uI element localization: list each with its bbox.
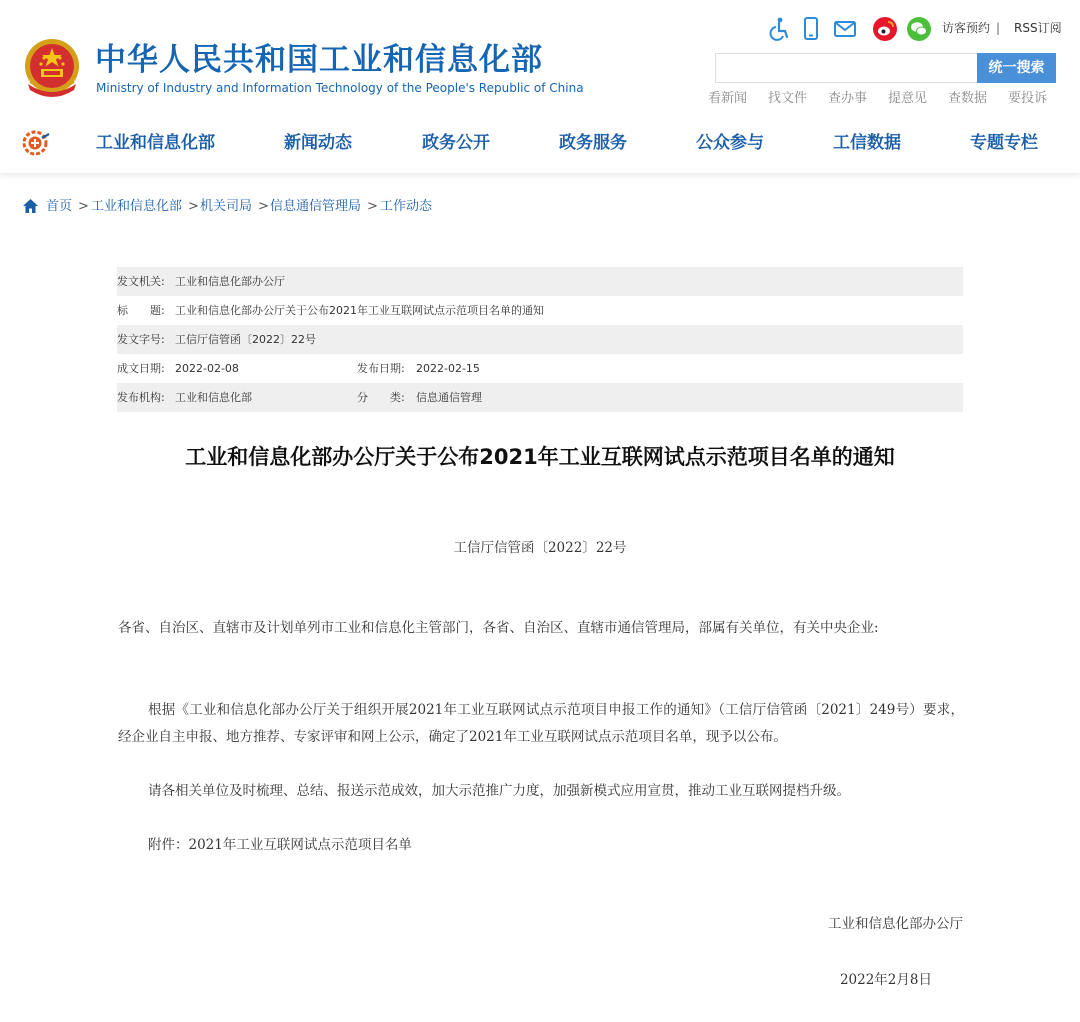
nav-item-topics[interactable]: 专题专栏 <box>970 133 1038 153</box>
meta-issuer-value: 工业和信息化部办公厅 <box>175 275 285 288</box>
nav-item-data[interactable]: 工信数据 <box>833 133 901 153</box>
national-emblem-logo[interactable] <box>22 38 82 100</box>
top-toolbar <box>760 14 1070 44</box>
meta-category-label: 分 类: <box>357 391 405 404</box>
meta-docno-value: 工信厅信管函〔2022〕22号 <box>175 333 316 346</box>
breadcrumb-home[interactable]: 首页 <box>46 199 73 214</box>
main-nav <box>0 120 1080 174</box>
search-input[interactable] <box>716 54 977 82</box>
quick-link-complaint[interactable]: 要投诉 <box>1008 91 1048 106</box>
article-signature: 工业和信息化部办公厅 <box>828 916 963 932</box>
meta-issuer-label: 发文机关: <box>117 275 165 288</box>
nav-item-news[interactable]: 新闻动态 <box>284 133 352 153</box>
mail-icon[interactable] <box>832 16 858 42</box>
quick-link-services[interactable]: 查办事 <box>828 91 868 106</box>
home-icon[interactable] <box>22 198 39 214</box>
breadcrumb-ict-bureau[interactable]: 信息通信管理局 <box>270 199 362 214</box>
breadcrumb-departments[interactable]: 机关司局 <box>200 199 253 214</box>
search-button[interactable]: 统一搜索 <box>977 53 1056 83</box>
nav-item-gov-services[interactable]: 政务服务 <box>559 133 627 153</box>
article-doc-number: 工信厅信管函〔2022〕22号 <box>453 540 627 556</box>
meta-row-issuer <box>117 267 963 296</box>
breadcrumb-ministry[interactable]: 工业和信息化部 <box>91 199 183 214</box>
breadcrumb-separator: > <box>367 199 378 214</box>
article-date: 2022年2月8日 <box>839 972 932 988</box>
meta-docno-label: 发文字号: <box>117 333 165 346</box>
breadcrumb <box>22 197 722 217</box>
meta-published-label: 发布日期: <box>357 362 405 375</box>
mobile-icon[interactable] <box>798 16 824 42</box>
article-title: 工业和信息化部办公厅关于公布2021年工业互联网试点示范项目名单的通知 <box>185 445 895 469</box>
meta-row-title <box>117 296 963 325</box>
search-box <box>715 53 977 83</box>
visitor-appointment-link[interactable]: 访客预约 <box>942 21 991 35</box>
site-title-en: Ministry of Industry and Information Technology of the People's Republic of China <box>96 81 584 95</box>
quick-link-feedback[interactable]: 提意见 <box>888 91 928 106</box>
breadcrumb-separator: > <box>258 199 269 214</box>
ministry-logo-icon[interactable] <box>22 130 50 156</box>
wechat-icon[interactable] <box>906 16 932 42</box>
meta-created-value: 2022-02-08 <box>175 362 239 375</box>
article-paragraph: 根据《工业和信息化部办公厅关于组织开展2021年工业互联网试点示范项目申报工作的通知》（工信厅信管函〔2021〕249号）要求，经企业自主申报、地方推荐、专家评审和网上公示，确定了2021年工业互联网试点示范项目名单，现予以公布。 <box>118 702 964 745</box>
article-paragraph: 请各相关单位及时梳理、总结、报送示范成效，加大示范推广力度，加强新模式应用宣贯，推动工业互联网提档升级。 <box>148 783 850 799</box>
quick-links <box>700 89 1060 109</box>
meta-title-value: 工业和信息化部办公厅关于公布2021年工业互联网试点示范项目名单的通知 <box>175 304 544 317</box>
breadcrumb-separator: > <box>188 199 199 214</box>
toolbar-divider: | <box>996 21 1001 35</box>
meta-category-value: 信息通信管理 <box>416 391 482 404</box>
site-header <box>0 0 1080 120</box>
meta-row-org <box>117 383 963 412</box>
meta-org-label: 发布机构: <box>117 391 165 404</box>
meta-row-dates <box>117 354 963 383</box>
meta-row-docno <box>117 325 963 354</box>
nav-item-public[interactable]: 公众参与 <box>696 133 764 153</box>
meta-published-value: 2022-02-15 <box>416 362 480 375</box>
meta-created-label: 成文日期: <box>117 362 165 375</box>
breadcrumb-work-news[interactable]: 工作动态 <box>380 199 433 214</box>
attachment-link[interactable]: 附件：2021年工业互联网试点示范项目名单 <box>148 837 412 853</box>
nav-item-gov-affairs[interactable]: 政务公开 <box>422 133 490 153</box>
article-paragraph: 各省、自治区、直辖市及计划单列市工业和信息化主管部门，各省、自治区、直辖市通信管理局，部属有关单位，有关中央企业: <box>118 620 879 636</box>
nav-item-ministry[interactable]: 工业和信息化部 <box>96 133 215 153</box>
site-title-cn: 中华人民共和国工业和信息化部 <box>95 42 543 78</box>
breadcrumb-separator: > <box>78 199 89 214</box>
document-meta-table <box>117 267 963 412</box>
weibo-icon[interactable] <box>872 16 898 42</box>
accessibility-icon[interactable] <box>766 16 792 42</box>
quick-link-documents[interactable]: 找文件 <box>768 91 808 106</box>
quick-link-news[interactable]: 看新闻 <box>708 91 748 106</box>
quick-link-data[interactable]: 查数据 <box>948 91 988 106</box>
meta-title-label: 标 题: <box>117 304 165 317</box>
meta-org-value: 工业和信息化部 <box>175 391 252 404</box>
rss-subscribe-link[interactable]: RSS订阅 <box>1014 21 1062 35</box>
